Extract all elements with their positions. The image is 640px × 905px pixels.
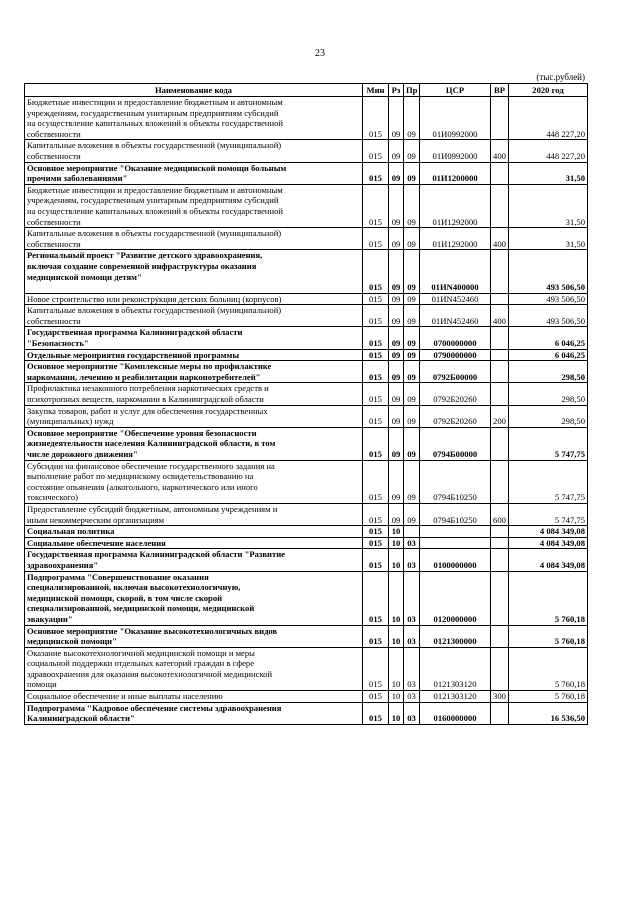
row-name (25, 691, 363, 703)
table-row (25, 305, 588, 327)
row-rz: 09 (389, 349, 404, 361)
table-row (25, 647, 588, 690)
row-name-line: собственности (27, 216, 81, 227)
table-row (25, 327, 588, 349)
row-vr: 300 (491, 691, 509, 703)
table-row (25, 97, 588, 140)
row-min: 015 (363, 228, 389, 250)
row-name (25, 250, 363, 293)
row-name-line: Социальное обеспечение населения (27, 537, 166, 548)
row-vr: 200 (491, 405, 509, 427)
row-name-line: медицинской помощи, скорой, в том числе скорой (27, 592, 223, 603)
row-rz: 10 (389, 549, 404, 571)
row-csr: 01ИN400000 (420, 250, 491, 293)
table-row (25, 526, 588, 538)
row-min: 015 (363, 549, 389, 571)
row-name-line: на осуществление капитальных вложений в объекты государственной (27, 205, 284, 216)
row-name-line: Социальная политика (27, 526, 115, 537)
row-name (25, 571, 363, 625)
row-min: 015 (363, 503, 389, 525)
row-min: 015 (363, 625, 389, 647)
row-pr: 09 (404, 305, 420, 327)
row-csr: 0792Б20260 (420, 383, 491, 405)
table-row (25, 625, 588, 647)
row-name (25, 647, 363, 690)
table-row (25, 537, 588, 549)
row-vr (491, 162, 509, 184)
row-name-line: Социальное обеспечение и иные выплаты населению (27, 691, 223, 702)
row-vr (491, 460, 509, 503)
row-csr: 01И1200000 (420, 162, 491, 184)
row-rz: 10 (389, 625, 404, 647)
row-rz: 10 (389, 702, 404, 724)
row-amount: 5 760,18 (509, 691, 588, 703)
row-name-line: медицинской помощи детям" (27, 271, 142, 282)
row-vr (491, 625, 509, 647)
row-amount: 448 227,20 (509, 97, 588, 140)
table-row (25, 140, 588, 162)
table-row (25, 361, 588, 383)
row-name-line: Новое строительство или реконструкция детских больниц (корпусов) (27, 293, 282, 304)
row-amount: 6 046,25 (509, 327, 588, 349)
row-rz: 09 (389, 503, 404, 525)
row-name-line: собственности (27, 238, 81, 249)
row-pr: 09 (404, 503, 420, 525)
row-pr: 03 (404, 571, 420, 625)
row-pr: 03 (404, 549, 420, 571)
row-pr: 03 (404, 537, 420, 549)
row-name-line: на осуществление капитальных вложений в объекты государственной (27, 118, 284, 129)
row-name-line: наркомании, лечению и реабилитации наркопотребителей" (27, 371, 261, 382)
row-rz: 09 (389, 250, 404, 293)
row-name-line: Капитальные вложения в объекты государственной (муниципальной) (27, 140, 282, 151)
row-min: 015 (363, 427, 389, 460)
row-amount: 448 227,20 (509, 140, 588, 162)
header-csr: ЦСР (420, 84, 491, 97)
row-name-line: помощи (27, 679, 57, 690)
row-name (25, 349, 363, 361)
row-min: 015 (363, 162, 389, 184)
row-name (25, 327, 363, 349)
row-csr: 0700000000 (420, 327, 491, 349)
row-name (25, 383, 363, 405)
row-min: 015 (363, 702, 389, 724)
row-min: 015 (363, 647, 389, 690)
row-rz: 09 (389, 162, 404, 184)
row-rz: 10 (389, 691, 404, 703)
row-name-line: Подпрограмма "Совершенствование оказания (27, 571, 209, 582)
row-csr: 0120000000 (420, 571, 491, 625)
row-name-line: Закупка товаров, работ и услуг для обеспечения государственных (27, 405, 268, 416)
row-csr: 0792Б00000 (420, 361, 491, 383)
row-name-line: прочими заболеваниями" (27, 173, 128, 184)
row-min: 015 (363, 250, 389, 293)
row-min: 015 (363, 383, 389, 405)
row-name-line: здравоохранения" (27, 559, 99, 570)
row-vr (491, 97, 509, 140)
row-csr: 0794Б00000 (420, 427, 491, 460)
row-csr: 0121300000 (420, 625, 491, 647)
row-csr: 01И0992000 (420, 140, 491, 162)
row-name-line: жизнедеятельности населения Калининградской области, в том (27, 438, 276, 449)
row-name (25, 625, 363, 647)
row-name-line: "Безопасность" (27, 338, 89, 349)
row-name-line: Калининградской области" (27, 713, 135, 724)
row-name-line: состояние опьянения (алкогольного, наркотического или иного (27, 481, 258, 492)
row-name-line: социальной поддержки отдельных категорий граждан в сфере (27, 658, 255, 669)
row-name-line: медицинской помощи" (27, 636, 117, 647)
row-csr (420, 537, 491, 549)
row-amount: 5 760,18 (509, 647, 588, 690)
row-amount: 4 084 349,08 (509, 537, 588, 549)
row-name-line: Государственная программа Калининградской области (27, 327, 243, 338)
table-row (25, 691, 588, 703)
row-vr: 600 (491, 503, 509, 525)
row-min: 015 (363, 460, 389, 503)
row-vr (491, 702, 509, 724)
row-min: 015 (363, 349, 389, 361)
row-name-line: Предоставление субсидий бюджетным, автономным учреждениям и (27, 503, 278, 514)
row-name-line: Бюджетные инвестиции и предоставление бюджетным и автономным (27, 97, 283, 107)
header-rz: Рз (389, 84, 404, 97)
row-vr: 400 (491, 305, 509, 327)
row-name-line: выполнение работ по медицинскому освидетельствованию на (27, 471, 254, 482)
row-csr: 0121303120 (420, 691, 491, 703)
row-vr (491, 327, 509, 349)
row-name (25, 162, 363, 184)
row-name-line: Профилактика незаконного потребления наркотических средств и (27, 383, 269, 394)
row-min: 015 (363, 305, 389, 327)
row-amount: 493 506,50 (509, 250, 588, 293)
row-min: 015 (363, 293, 389, 305)
row-pr: 09 (404, 460, 420, 503)
row-name-line: включая создание современной инфраструктуры оказания (27, 260, 257, 271)
table-row (25, 571, 588, 625)
row-pr: 09 (404, 293, 420, 305)
row-name-line: собственности (27, 315, 81, 326)
row-min: 015 (363, 405, 389, 427)
row-min: 015 (363, 97, 389, 140)
row-min: 015 (363, 526, 389, 538)
row-csr: 0794Б10250 (420, 460, 491, 503)
row-amount: 298,50 (509, 361, 588, 383)
row-vr (491, 537, 509, 549)
row-amount: 16 536,50 (509, 702, 588, 724)
row-vr (491, 383, 509, 405)
row-pr: 09 (404, 327, 420, 349)
row-amount: 6 046,25 (509, 349, 588, 361)
row-name-line: Основное мероприятие "Обеспечение уровня безопасности (27, 427, 257, 438)
row-amount: 493 506,50 (509, 293, 588, 305)
row-csr: 01ИN452460 (420, 293, 491, 305)
row-rz: 10 (389, 537, 404, 549)
row-rz: 09 (389, 97, 404, 140)
table-header-row (25, 84, 588, 97)
row-vr (491, 293, 509, 305)
row-name (25, 537, 363, 549)
row-rz: 09 (389, 184, 404, 227)
row-name (25, 97, 363, 140)
row-name (25, 361, 363, 383)
row-rz: 09 (389, 305, 404, 327)
row-csr: 01И0992000 (420, 97, 491, 140)
row-name-line: Капитальные вложения в объекты государственной (муниципальной) (27, 305, 282, 316)
row-name-line: учреждениям, государственным унитарным предприятиям субсидий (27, 195, 279, 206)
row-csr: 0100000000 (420, 549, 491, 571)
table-row (25, 427, 588, 460)
row-pr: 09 (404, 349, 420, 361)
row-csr: 01ИN452460 (420, 305, 491, 327)
row-name-line: иным некоммерческим организациям (27, 514, 165, 525)
row-name (25, 549, 363, 571)
row-rz: 10 (389, 526, 404, 538)
budget-table (24, 83, 588, 725)
row-rz: 09 (389, 405, 404, 427)
row-min: 015 (363, 140, 389, 162)
row-csr (420, 526, 491, 538)
row-pr (404, 526, 420, 538)
table-row (25, 460, 588, 503)
header-min: Мин (363, 84, 389, 97)
row-pr: 03 (404, 625, 420, 647)
row-pr: 09 (404, 427, 420, 460)
header-vr: ВР (491, 84, 509, 97)
row-rz: 09 (389, 327, 404, 349)
row-amount: 5 747,75 (509, 460, 588, 503)
row-rz: 09 (389, 140, 404, 162)
row-name-line: Отдельные мероприятия государственной программы (27, 349, 240, 360)
row-name (25, 293, 363, 305)
table-row (25, 228, 588, 250)
row-amount: 5 747,75 (509, 503, 588, 525)
row-min: 015 (363, 184, 389, 227)
row-name-line: (муниципальных) нужд (27, 416, 114, 427)
row-name (25, 140, 363, 162)
row-amount: 31,50 (509, 184, 588, 227)
row-pr: 09 (404, 97, 420, 140)
row-name-line: токсического) (27, 492, 78, 503)
row-rz: 09 (389, 293, 404, 305)
row-name-line: Основное мероприятие "Оказание медицинской помощи больным (27, 162, 287, 173)
header-name: Наименование кода (25, 84, 363, 97)
row-rz: 09 (389, 427, 404, 460)
table-row (25, 293, 588, 305)
row-name (25, 405, 363, 427)
table-row (25, 250, 588, 293)
row-name-line: специализированной, включая высокотехнологичную, (27, 582, 241, 593)
row-rz: 09 (389, 383, 404, 405)
table-row (25, 349, 588, 361)
row-name (25, 503, 363, 525)
row-name-line: психотропных веществ, наркомании в Калининградской области (27, 394, 264, 405)
row-csr: 0160000000 (420, 702, 491, 724)
row-pr: 09 (404, 184, 420, 227)
row-name-line (27, 282, 360, 293)
row-pr: 09 (404, 361, 420, 383)
row-amount: 5 760,18 (509, 571, 588, 625)
table-row (25, 549, 588, 571)
row-name-line: Основное мероприятие "Оказание высокотехнологичных видов (27, 625, 278, 636)
row-name (25, 460, 363, 503)
row-vr (491, 571, 509, 625)
row-csr: 0790000000 (420, 349, 491, 361)
row-name-line: собственности (27, 150, 81, 161)
row-csr: 01И1292000 (420, 228, 491, 250)
row-name-line: Оказание высокотехнологичной медицинской помощи и меры (27, 647, 255, 658)
row-pr: 09 (404, 405, 420, 427)
row-vr: 400 (491, 228, 509, 250)
row-pr: 03 (404, 691, 420, 703)
table-row (25, 383, 588, 405)
row-amount: 31,50 (509, 228, 588, 250)
row-name-line: Подпрограмма "Кадровое обеспечение системы здравоохранения (27, 702, 282, 713)
row-pr: 09 (404, 162, 420, 184)
row-min: 015 (363, 571, 389, 625)
row-pr: 09 (404, 250, 420, 293)
row-pr: 09 (404, 383, 420, 405)
table-row (25, 702, 588, 724)
row-name-line: здравоохранения для оказания высокотехнологичной медицинской (27, 668, 273, 679)
row-pr: 09 (404, 228, 420, 250)
row-rz: 10 (389, 571, 404, 625)
row-vr (491, 361, 509, 383)
row-min: 015 (363, 537, 389, 549)
row-vr (491, 184, 509, 227)
row-name-line: Основное мероприятие "Комплексные меры по профилактике (27, 361, 272, 372)
row-amount: 5 760,18 (509, 625, 588, 647)
page-number: 23 (315, 48, 325, 59)
row-name (25, 427, 363, 460)
row-csr: 0121303120 (420, 647, 491, 690)
row-vr (491, 526, 509, 538)
row-name-line: Государственная программа Калининградской области "Развитие (27, 549, 285, 560)
row-rz: 09 (389, 228, 404, 250)
row-rz: 09 (389, 361, 404, 383)
row-name-line: собственности (27, 128, 81, 139)
row-pr: 09 (404, 140, 420, 162)
row-name-line: Бюджетные инвестиции и предоставление бюджетным и автономным (27, 184, 283, 195)
row-csr: 0794Б10250 (420, 503, 491, 525)
table-row (25, 405, 588, 427)
row-csr: 01И1292000 (420, 184, 491, 227)
row-name-line: Капитальные вложения в объекты государственной (муниципальной) (27, 228, 282, 239)
row-name-line: Региональный проект "Развитие детского здравоохранения, (27, 250, 263, 261)
table-body (25, 97, 588, 725)
row-name (25, 228, 363, 250)
row-rz: 09 (389, 460, 404, 503)
row-name-line: специализированной, медицинской помощи, медицинской (27, 603, 255, 614)
row-vr (491, 427, 509, 460)
row-name-line: числе дорожного движения" (27, 449, 138, 459)
row-amount: 5 747,75 (509, 427, 588, 460)
row-vr (491, 250, 509, 293)
header-pr: Пр (404, 84, 420, 97)
row-amount: 298,50 (509, 383, 588, 405)
row-name (25, 702, 363, 724)
row-pr: 03 (404, 647, 420, 690)
row-amount: 4 084 349,08 (509, 549, 588, 571)
table-row (25, 184, 588, 227)
row-vr (491, 549, 509, 571)
table-row (25, 162, 588, 184)
row-amount: 493 506,50 (509, 305, 588, 327)
row-name (25, 184, 363, 227)
row-rz: 10 (389, 647, 404, 690)
row-vr: 400 (491, 140, 509, 162)
units-label: (тыс.рублей) (536, 72, 585, 82)
row-amount: 4 084 349,08 (509, 526, 588, 538)
row-name (25, 305, 363, 327)
row-min: 015 (363, 361, 389, 383)
row-name-line: учреждениям, государственным унитарным предприятиям субсидий (27, 107, 279, 118)
row-name-line: эвакуации" (27, 613, 73, 624)
header-year: 2020 год (509, 84, 588, 97)
row-amount: 31,50 (509, 162, 588, 184)
row-min: 015 (363, 327, 389, 349)
row-min: 015 (363, 691, 389, 703)
row-csr: 0792Б20260 (420, 405, 491, 427)
table-row (25, 503, 588, 525)
row-vr (491, 647, 509, 690)
row-name (25, 526, 363, 538)
row-name-line: Субсидии на финансовое обеспечение государственного задания на (27, 460, 275, 471)
row-amount: 298,50 (509, 405, 588, 427)
row-pr: 03 (404, 702, 420, 724)
row-vr (491, 349, 509, 361)
